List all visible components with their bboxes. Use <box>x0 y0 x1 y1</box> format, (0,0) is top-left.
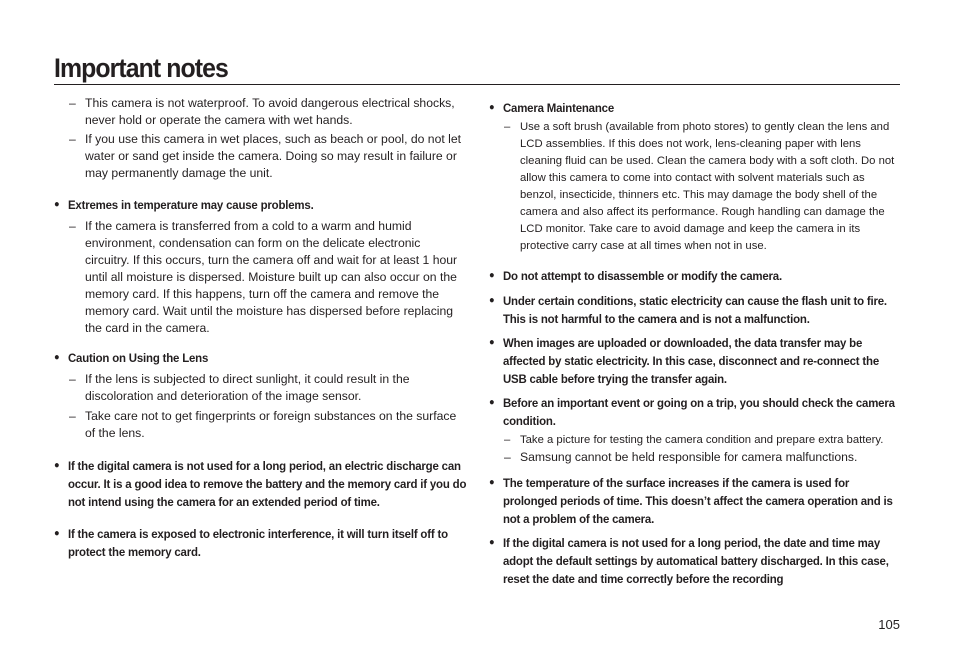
bullet-section <box>54 349 468 367</box>
sub-item-text: Take care not to get fingerprints or foreign substances on the surface of the lens. <box>85 409 457 440</box>
bullet-heading: Extremes in temperature may cause problems. <box>67 198 314 212</box>
bullet-icon: ● <box>54 528 60 539</box>
bullet-section <box>489 334 903 388</box>
bullet-icon: ● <box>489 295 495 306</box>
bullet-section <box>489 394 903 430</box>
left-column <box>54 95 468 561</box>
dash-marker: – <box>69 219 76 233</box>
sub-item <box>489 119 903 255</box>
bullet-section <box>489 534 903 588</box>
right-column <box>489 99 903 588</box>
bullet-icon: ● <box>489 477 495 488</box>
bullet-section <box>489 474 903 528</box>
dash-marker: – <box>69 409 76 423</box>
bullet-section <box>489 99 903 117</box>
bullet-heading: Do not attempt to disassemble or modify the camera. <box>502 269 782 283</box>
bullet-heading: Before an important event or going on a trip, you should check the camera condition. <box>502 396 895 428</box>
dash-marker: – <box>69 96 76 110</box>
bullet-heading: If the camera is exposed to electronic interference, it will turn itself off to protect the memory card. <box>67 527 448 559</box>
bullet-section <box>54 196 468 214</box>
bullet-icon: ● <box>54 460 60 471</box>
bullet-heading: When images are uploaded or downloaded, the data transfer may be affected by static electricity. In this case, disconnect and re-connect the USB cable before trying the transfer again. <box>502 336 880 386</box>
bullet-heading: If the digital camera is not used for a long period, the date and time may adopt the default settings by automatical battery discharged. In this case, reset the date and time correctly before the recording <box>502 536 889 586</box>
dash-marker: – <box>504 121 511 133</box>
bullet-icon: ● <box>489 397 495 408</box>
bullet-heading: The temperature of the surface increases if the camera is used for prolonged periods of time. This doesn’t affect the camera operation and is not a problem of the camera. <box>502 476 893 526</box>
bullet-heading: Camera Maintenance <box>502 101 615 115</box>
sub-item-text: If the lens is subjected to direct sunlight, it could result in the discoloration and deterioration of the image sensor. <box>85 372 410 403</box>
bullet-heading: If the digital camera is not used for a long period, an electric discharge can occur. It is a good idea to remove the battery and the memory card if you do not intend using the camera for an extended period of time. <box>67 459 467 509</box>
bullet-icon: ● <box>489 102 495 113</box>
dash-marker: – <box>69 132 76 146</box>
sub-item <box>54 371 468 405</box>
sub-item <box>54 218 468 337</box>
sub-item-text: If the camera is transferred from a cold to a warm and humid environment, condensation can form on the delicate electronic circuitry. If this occurs, turn the camera off and wait for at least 1 hour until all moisture is dispersed. Moisture built up can also occur on the memory card. If this happens, turn off the camera and remove the memory card. Wait until the moisture has dispersed before replacing the card in the camera. <box>85 219 458 335</box>
bullet-section <box>489 292 903 328</box>
intro-item <box>54 131 468 182</box>
sub-item <box>489 432 903 449</box>
intro-text: This camera is not waterproof. To avoid dangerous electrical shocks, never hold or operate the camera with wet hands. <box>85 96 455 127</box>
bullet-icon: ● <box>54 199 60 210</box>
bullet-icon: ● <box>489 270 495 281</box>
title-divider <box>54 84 900 85</box>
bullet-section <box>54 525 468 561</box>
dash-marker: – <box>69 372 76 386</box>
bullet-heading: Caution on Using the Lens <box>67 351 209 365</box>
page-number: 105 <box>878 617 900 632</box>
intro-item <box>54 95 468 129</box>
intro-text: If you use this camera in wet places, such as beach or pool, do not let water or sand get inside the camera. Doing so may result in failure or may permanently damage the unit. <box>85 132 461 180</box>
dash-marker: – <box>504 450 511 464</box>
bullet-section <box>54 457 468 511</box>
sub-item <box>54 408 468 442</box>
sub-item-text: Use a soft brush (available from photo stores) to gently clean the lens and LCD assemblies. If this does not work, lens-cleaning paper with lens cleaning fluid can be used. Clean the camera body with a soft cloth. Do not allow this camera to come into contact with solvent materials such as benzol, insecticide, thinners etc. This may damage the body shell of the camera and also affect its performance. Rough handling can damage the LCD monitor. Take care to avoid damage and keep the camera in its protective carry case at all times when not in use. <box>520 121 895 252</box>
dash-marker: – <box>504 434 511 446</box>
bullet-icon: ● <box>489 337 495 348</box>
sub-item-text: Samsung cannot be held responsible for camera malfunctions. <box>520 450 858 464</box>
bullet-heading: Under certain conditions, static electricity can cause the flash unit to fire. This is not harmful to the camera and is not a malfunction. <box>502 294 887 326</box>
bullet-icon: ● <box>54 352 60 363</box>
bullet-icon: ● <box>489 537 495 548</box>
bullet-section <box>489 267 903 285</box>
sub-item-text: Take a picture for testing the camera condition and prepare extra battery. <box>520 434 884 446</box>
page-title: Important notes <box>54 53 228 83</box>
sub-item <box>489 449 903 466</box>
